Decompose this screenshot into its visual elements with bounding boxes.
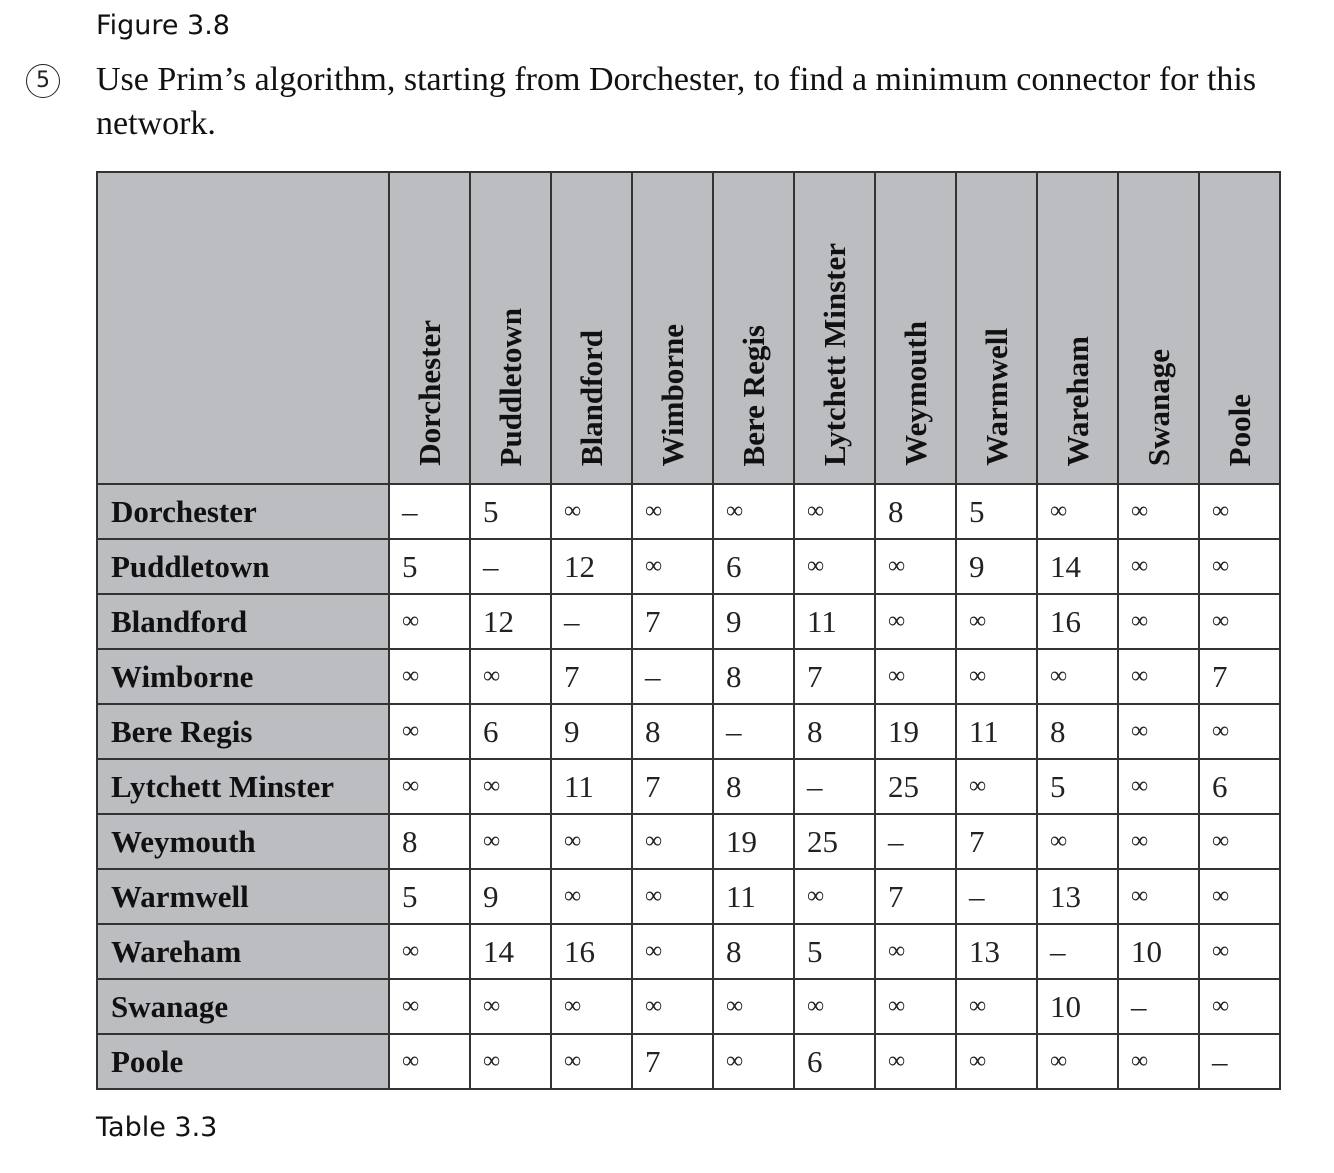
distance-cell: ∞ [1118, 814, 1199, 869]
distance-cell: ∞ [1037, 649, 1118, 704]
distance-cell: – [1199, 1034, 1280, 1089]
distance-cell: 8 [713, 924, 794, 979]
distance-cell: ∞ [713, 1034, 794, 1089]
table-body [97, 484, 1280, 1089]
distance-cell: ∞ [389, 704, 470, 759]
column-header [956, 172, 1037, 484]
distance-cell: 6 [1199, 759, 1280, 814]
distance-cell: ∞ [875, 649, 956, 704]
distance-cell: 14 [470, 924, 551, 979]
distance-cell: 5 [956, 484, 1037, 539]
column-header [1118, 172, 1199, 484]
distance-cell: 7 [1199, 649, 1280, 704]
figure-label: Figure 3.8 [96, 10, 230, 41]
distance-cell: ∞ [551, 484, 632, 539]
table-row [97, 924, 1280, 979]
distance-cell: 11 [794, 594, 875, 649]
question-number-badge: 5 [26, 64, 60, 98]
distance-cell: – [389, 484, 470, 539]
distance-cell: 11 [713, 869, 794, 924]
row-header: Swanage [97, 979, 389, 1034]
distance-cell: ∞ [956, 649, 1037, 704]
distance-cell: ∞ [1199, 484, 1280, 539]
distance-cell: ∞ [632, 979, 713, 1034]
distance-cell: ∞ [794, 979, 875, 1034]
distance-cell: 9 [713, 594, 794, 649]
column-header [470, 172, 551, 484]
table-row [97, 759, 1280, 814]
row-header: Wareham [97, 924, 389, 979]
column-header-label: Warmwell [978, 328, 1014, 466]
row-header: Poole [97, 1034, 389, 1089]
distance-cell: 5 [470, 484, 551, 539]
column-header-label: Bere Regis [735, 324, 771, 466]
table-row [97, 649, 1280, 704]
column-header [632, 172, 713, 484]
distance-cell: ∞ [1118, 649, 1199, 704]
distance-cell: ∞ [794, 484, 875, 539]
distance-cell: – [956, 869, 1037, 924]
distance-cell: – [875, 814, 956, 869]
distance-cell: 8 [713, 759, 794, 814]
distance-cell: ∞ [389, 924, 470, 979]
column-header [551, 172, 632, 484]
distance-cell: – [551, 594, 632, 649]
column-header-label: Lytchett Minster [816, 243, 852, 466]
distance-cell: 12 [470, 594, 551, 649]
column-header [794, 172, 875, 484]
column-header-label: Wareham [1059, 335, 1095, 466]
distance-cell: 7 [632, 1034, 713, 1089]
table-row [97, 594, 1280, 649]
distance-cell: ∞ [470, 1034, 551, 1089]
table-corner-cell [97, 172, 389, 484]
distance-cell: 19 [875, 704, 956, 759]
distance-cell: ∞ [632, 869, 713, 924]
distance-cell: ∞ [1118, 484, 1199, 539]
distance-cell: ∞ [875, 924, 956, 979]
distance-cell: 8 [389, 814, 470, 869]
distance-cell: 9 [470, 869, 551, 924]
distance-cell: ∞ [1199, 539, 1280, 594]
distance-cell: ∞ [551, 1034, 632, 1089]
distance-cell: ∞ [1199, 704, 1280, 759]
distance-cell: 7 [632, 759, 713, 814]
column-header-label: Poole [1221, 393, 1257, 466]
distance-cell: ∞ [1118, 1034, 1199, 1089]
column-header-label: Wimborne [654, 323, 690, 466]
distance-cell: ∞ [551, 814, 632, 869]
table-row [97, 484, 1280, 539]
table-row [97, 979, 1280, 1034]
distance-cell: 10 [1037, 979, 1118, 1034]
distance-cell: 25 [794, 814, 875, 869]
question-text: Use Prim’s algorithm, starting from Dorchester, to find a minimum connector for this network. [96, 61, 1257, 142]
row-header: Puddletown [97, 539, 389, 594]
distance-cell: 6 [794, 1034, 875, 1089]
distance-cell: ∞ [713, 979, 794, 1034]
column-header [1199, 172, 1280, 484]
distance-cell: 8 [632, 704, 713, 759]
distance-cell: 6 [713, 539, 794, 594]
distance-cell: ∞ [389, 1034, 470, 1089]
column-header [875, 172, 956, 484]
column-header [713, 172, 794, 484]
distance-cell: – [1118, 979, 1199, 1034]
distance-table [96, 171, 1281, 1090]
table-row [97, 814, 1280, 869]
distance-cell: ∞ [713, 484, 794, 539]
distance-cell: ∞ [1118, 704, 1199, 759]
row-header: Dorchester [97, 484, 389, 539]
distance-cell: ∞ [632, 484, 713, 539]
distance-cell: 19 [713, 814, 794, 869]
distance-cell: ∞ [1037, 814, 1118, 869]
distance-cell: ∞ [1037, 1034, 1118, 1089]
column-header [389, 172, 470, 484]
distance-cell: ∞ [1199, 594, 1280, 649]
column-header [1037, 172, 1118, 484]
row-header: Wimborne [97, 649, 389, 704]
distance-cell: ∞ [632, 924, 713, 979]
distance-cell: 7 [632, 594, 713, 649]
distance-cell: ∞ [1118, 869, 1199, 924]
distance-cell: 16 [551, 924, 632, 979]
distance-cell: 8 [875, 484, 956, 539]
table-caption: Table 3.3 [96, 1112, 218, 1143]
distance-cell: ∞ [1199, 814, 1280, 869]
row-header: Bere Regis [97, 704, 389, 759]
table-header-row [97, 172, 1280, 484]
distance-cell: 11 [551, 759, 632, 814]
table-row [97, 869, 1280, 924]
distance-cell: 8 [1037, 704, 1118, 759]
table-row [97, 539, 1280, 594]
distance-cell: ∞ [1199, 979, 1280, 1034]
column-header-label: Weymouth [897, 321, 933, 466]
distance-cell: ∞ [1199, 924, 1280, 979]
distance-cell: ∞ [1199, 869, 1280, 924]
distance-cell: ∞ [794, 539, 875, 594]
distance-cell: 7 [551, 649, 632, 704]
distance-cell: ∞ [1118, 539, 1199, 594]
distance-cell: – [470, 539, 551, 594]
distance-cell: – [794, 759, 875, 814]
distance-cell: 7 [794, 649, 875, 704]
distance-cell: ∞ [551, 869, 632, 924]
distance-cell: ∞ [470, 979, 551, 1034]
distance-cell: ∞ [470, 814, 551, 869]
column-header-label: Swanage [1140, 348, 1176, 466]
distance-cell: ∞ [956, 979, 1037, 1034]
distance-cell: 7 [956, 814, 1037, 869]
distance-cell: ∞ [875, 1034, 956, 1089]
table-row [97, 1034, 1280, 1089]
distance-cell: ∞ [389, 594, 470, 649]
distance-cell: 10 [1118, 924, 1199, 979]
distance-cell: 9 [551, 704, 632, 759]
distance-cell: ∞ [1118, 759, 1199, 814]
distance-cell: 25 [875, 759, 956, 814]
table-row [97, 704, 1280, 759]
distance-cell: 13 [956, 924, 1037, 979]
distance-cell: ∞ [956, 1034, 1037, 1089]
distance-cell: ∞ [632, 814, 713, 869]
row-header: Warmwell [97, 869, 389, 924]
column-header-label: Puddletown [492, 307, 528, 466]
distance-cell: 5 [389, 869, 470, 924]
distance-cell: 16 [1037, 594, 1118, 649]
distance-cell: ∞ [875, 539, 956, 594]
distance-cell: ∞ [551, 979, 632, 1034]
distance-cell: 8 [794, 704, 875, 759]
distance-cell: 5 [1037, 759, 1118, 814]
row-header: Weymouth [97, 814, 389, 869]
row-header: Blandford [97, 594, 389, 649]
distance-cell: 11 [956, 704, 1037, 759]
distance-cell: ∞ [875, 979, 956, 1034]
column-header-label: Dorchester [411, 320, 447, 466]
distance-cell: ∞ [389, 759, 470, 814]
distance-cell: 9 [956, 539, 1037, 594]
distance-cell: ∞ [470, 759, 551, 814]
column-header-label: Blandford [573, 329, 609, 466]
distance-cell: 5 [794, 924, 875, 979]
distance-cell: ∞ [1037, 484, 1118, 539]
distance-cell: 8 [713, 649, 794, 704]
distance-cell: – [713, 704, 794, 759]
distance-cell: ∞ [632, 539, 713, 594]
distance-cell: – [1037, 924, 1118, 979]
row-header: Lytchett Minster [97, 759, 389, 814]
distance-cell: ∞ [794, 869, 875, 924]
distance-cell: 12 [551, 539, 632, 594]
distance-cell: 13 [1037, 869, 1118, 924]
distance-cell: ∞ [389, 649, 470, 704]
distance-cell: 6 [470, 704, 551, 759]
distance-cell: ∞ [956, 759, 1037, 814]
distance-cell: 7 [875, 869, 956, 924]
distance-cell: 14 [1037, 539, 1118, 594]
distance-cell: – [632, 649, 713, 704]
distance-cell: ∞ [1118, 594, 1199, 649]
distance-cell: ∞ [956, 594, 1037, 649]
distance-cell: ∞ [470, 649, 551, 704]
distance-cell: ∞ [875, 594, 956, 649]
distance-cell: 5 [389, 539, 470, 594]
distance-cell: ∞ [389, 979, 470, 1034]
